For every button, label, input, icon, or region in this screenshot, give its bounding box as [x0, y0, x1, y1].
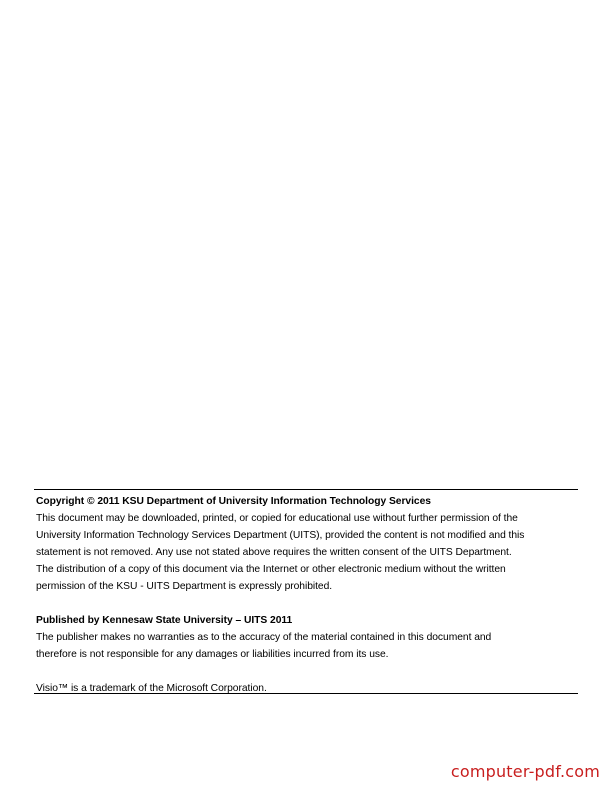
publisher-body-line: The publisher makes no warranties as to the accuracy of the material contained in this document and	[36, 632, 492, 643]
copyright-body-line: statement is not removed. Any use not stated above requires the written consent of the UITS Department.	[36, 547, 512, 558]
publisher-body-line: therefore is not responsible for any damages or liabilities incurred from its use.	[36, 649, 389, 660]
publisher-heading: Published by Kennesaw State University – UITS 2011	[36, 615, 293, 626]
copyright-heading: Copyright © 2011 KSU Department of University Information Technology Services	[36, 496, 431, 507]
copyright-body-line: This document may be downloaded, printed, or copied for educational use without further permission of the	[36, 513, 518, 524]
paragraph-spacer	[36, 663, 576, 680]
trademark-notice: Visio™ is a trademark of the Microsoft Corporation.	[36, 683, 267, 694]
copyright-body-line: permission of the KSU - UITS Department is expressly prohibited.	[36, 581, 333, 592]
paragraph-spacer	[36, 595, 576, 612]
watermark-text: computer-pdf.com	[450, 762, 600, 781]
copyright-notice-box	[34, 489, 578, 694]
copyright-body-line: The distribution of a copy of this document via the Internet or other electronic medium without the written	[36, 564, 506, 575]
copyright-body-line: University Information Technology Services Department (UITS), provided the content is not modified and this	[36, 530, 525, 541]
